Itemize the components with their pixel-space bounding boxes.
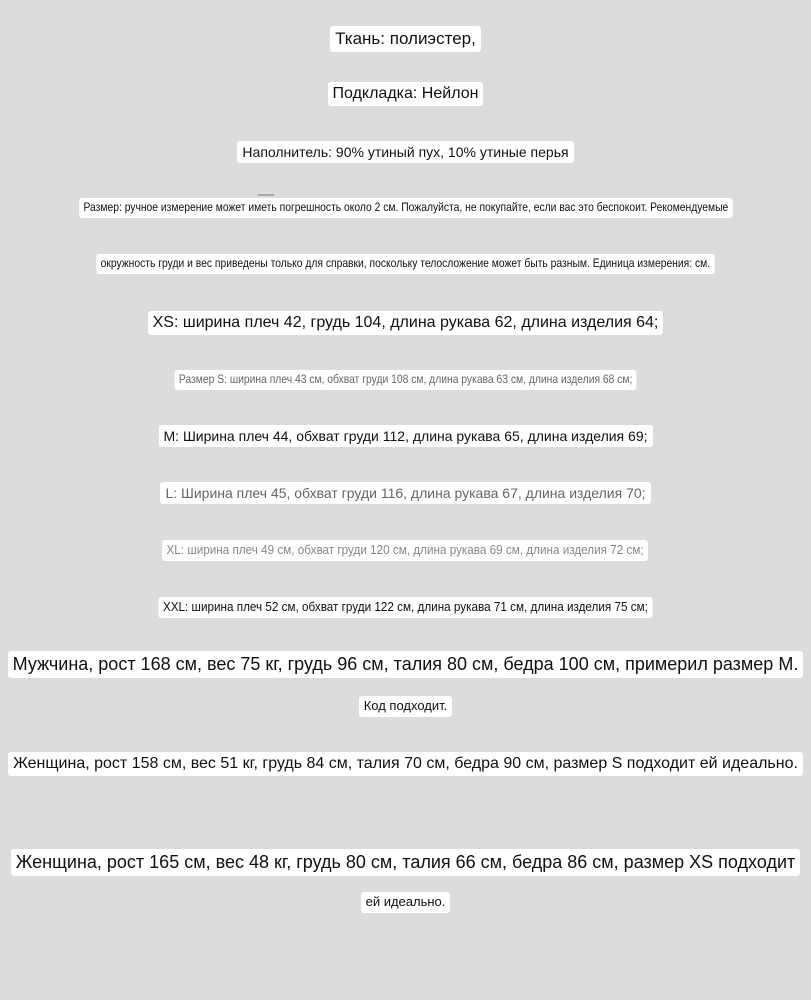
size-l-line — [0, 482, 811, 504]
size-xs-text: XS: ширина плеч 42, грудь 104, длина рукава 62, длина изделия 64; — [148, 311, 664, 335]
size-xl-text: XL: ширина плеч 49 см, обхват груди 120 см, длина рукава 69 см, длина изделия 72 см; — [162, 540, 648, 561]
filling-text: Наполнитель: 90% утиный пух, 10% утиные перья — [237, 141, 573, 163]
model-man-fit-text: Код подходит. — [359, 696, 453, 717]
fabric-line — [0, 26, 811, 52]
model-woman-2-line — [0, 849, 811, 876]
size-m-line — [0, 425, 811, 447]
lining-text: Подкладка: Нейлон — [328, 82, 484, 106]
size-xs-line — [0, 311, 811, 335]
model-woman-2-cont-text: ей идеально. — [361, 892, 451, 913]
size-s-line — [0, 370, 811, 390]
model-man-line — [0, 651, 811, 678]
size-s-text: Размер S: ширина плеч 43 см, обхват груди 108 см, длина рукава 63 см, длина изделия 68 см; — [174, 370, 636, 390]
size-l-text: L: Ширина плеч 45, обхват груди 116, длина рукава 67, длина изделия 70; — [160, 482, 650, 504]
model-woman-2-cont-line — [0, 892, 811, 913]
model-man-text: Мужчина, рост 168 см, вес 75 кг, грудь 96 см, талия 80 см, бедра 100 см, примерил размер M. — [8, 651, 804, 678]
size-xl-line — [0, 540, 811, 561]
size-xxl-line — [0, 597, 811, 618]
model-man-fit-line — [0, 696, 811, 717]
size-note-text-2: окружность груди и вес приведены только для справки, поскольку телосложение может быть разным. Единица измерения: см. — [96, 254, 714, 274]
filling-line — [0, 141, 811, 163]
size-xxl-text: XXL: ширина плеч 52 см, обхват груди 122 см, длина рукава 71 см, длина изделия 75 см; — [159, 597, 653, 618]
model-woman-1-line — [0, 752, 811, 776]
size-m-text: M: Ширина плеч 44, обхват груди 112, длина рукава 65, длина изделия 69; — [159, 425, 653, 447]
lining-line — [0, 82, 811, 106]
size-note-text-1: Размер: ручное измерение может иметь погрешность около 2 см. Пожалуйста, не покупайте, если вас это беспокоит. Рекомендуемые — [79, 198, 732, 218]
size-note-line-1 — [0, 198, 811, 218]
model-woman-1-text: Женщина, рост 158 см, вес 51 кг, грудь 84 см, талия 70 см, бедра 90 см, размер S подходит ей идеально. — [8, 752, 803, 776]
model-woman-2-text: Женщина, рост 165 см, вес 48 кг, грудь 80 см, талия 66 см, бедра 86 см, размер XS подходит — [11, 849, 801, 876]
fabric-text: Ткань: полиэстер, — [330, 26, 481, 52]
size-note-line-2 — [0, 254, 811, 274]
